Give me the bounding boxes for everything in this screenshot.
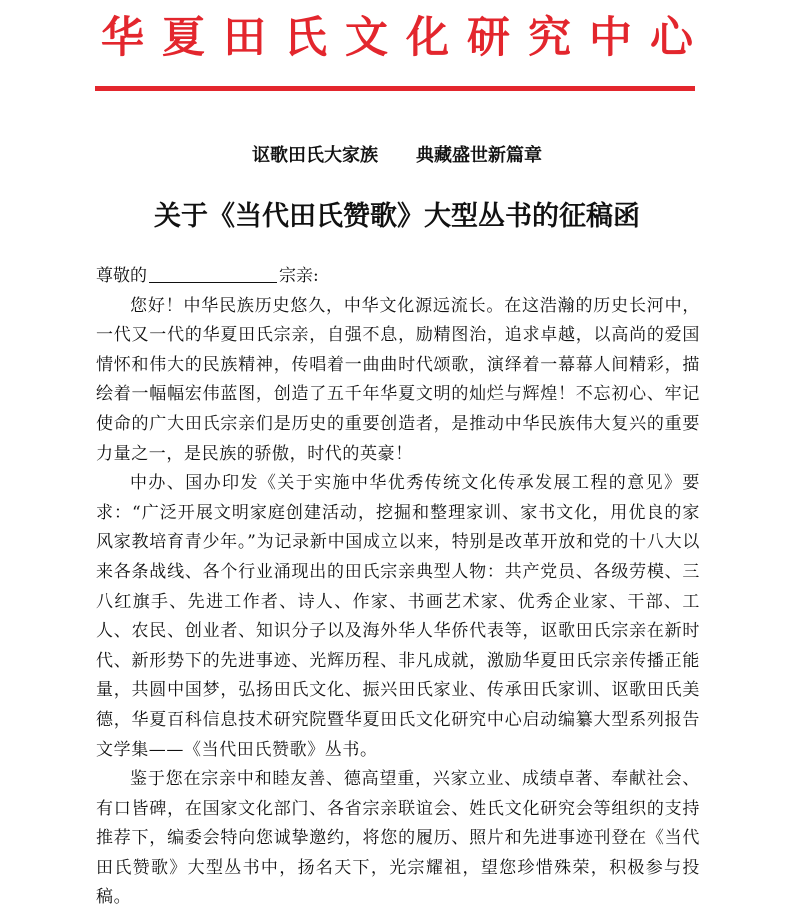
paragraph-invitation: 鉴于您在宗亲中和睦友善、德高望重，兴家立业、成绩卓著、奉献社会、有口皆碑，在国家文化部门、各省宗亲联谊会、姓氏文化研究会等组织的支持推荐下，编委会特向您诚挚邀约，将您的履历、照片和先进事迹刊登在《当代田氏赞歌》大型丛书中，扬名天下，光宗耀祖，望您珍惜殊荣，积极参与投稿。: [96, 769, 700, 908]
slogan-part-2: 典藏盛世新篇章: [416, 145, 542, 166]
letterhead: [95, 10, 711, 66]
organization-name: 华夏田氏文化研究中心: [101, 13, 711, 63]
paragraph-greeting: 您好！中华民族历史悠久，中华文化源远流长。在这浩瀚的历史长河中，一代又一代的华夏田氏宗亲，自强不息，励精图治，追求卓越，以高尚的爱国情怀和伟大的民族精神，传唱着一曲曲时代颂歌，演绎着一幕幕人间精彩，描绘着一幅幅宏伟蓝图，创造了五千年华夏文明的灿烂与辉煌！不忘初心、牢记使命的广大田氏宗亲们是历史的重要创造者，是推动中华民族伟大复兴的重要力量之一，是民族的骄傲，时代的英豪！: [96, 295, 700, 464]
paragraph-background: 中办、国办印发《关于实施中华优秀传统文化传承发展工程的意见》要求：“广泛开展文明家庭创建活动，挖掘和整理家训、家书文化，用优良的家风家教培育青少年。”为记录新中国成立以来，特别是改革开放和党的十八大以来各条战线、各个行业涌现出的田氏宗亲典型人物：共产党员、各级劳模、三八红旗手、先进工作者、诗人、作家、书画艺术家、优秀企业家、干部、工人、农民、创业者、知识分子以及海外华人华侨代表等，讴歌田氏宗亲在新时代、新形势下的先进事迹、光辉历程、非凡成就，激励华夏田氏宗亲传播正能量，共圆中国梦，弘扬田氏文化、振兴田氏家业、传承田氏家训、讴歌田氏美德，华夏百科信息技术研究院暨华夏田氏文化研究中心启动编纂大型系列报告文学集——《当代田氏赞歌》丛书。: [96, 473, 700, 760]
name-blank-line: [149, 264, 277, 283]
letter-body: [96, 262, 700, 913]
slogan: [0, 142, 794, 170]
slogan-part-1: 讴歌田氏大家族: [252, 145, 378, 166]
salutation: [96, 262, 700, 292]
salutation-prefix: 尊敬的: [96, 266, 147, 286]
letterhead-red-rule: [95, 86, 695, 91]
document-title: 关于《当代田氏赞歌》大型丛书的征稿函: [154, 201, 640, 232]
salutation-suffix: 宗亲:: [279, 266, 319, 286]
